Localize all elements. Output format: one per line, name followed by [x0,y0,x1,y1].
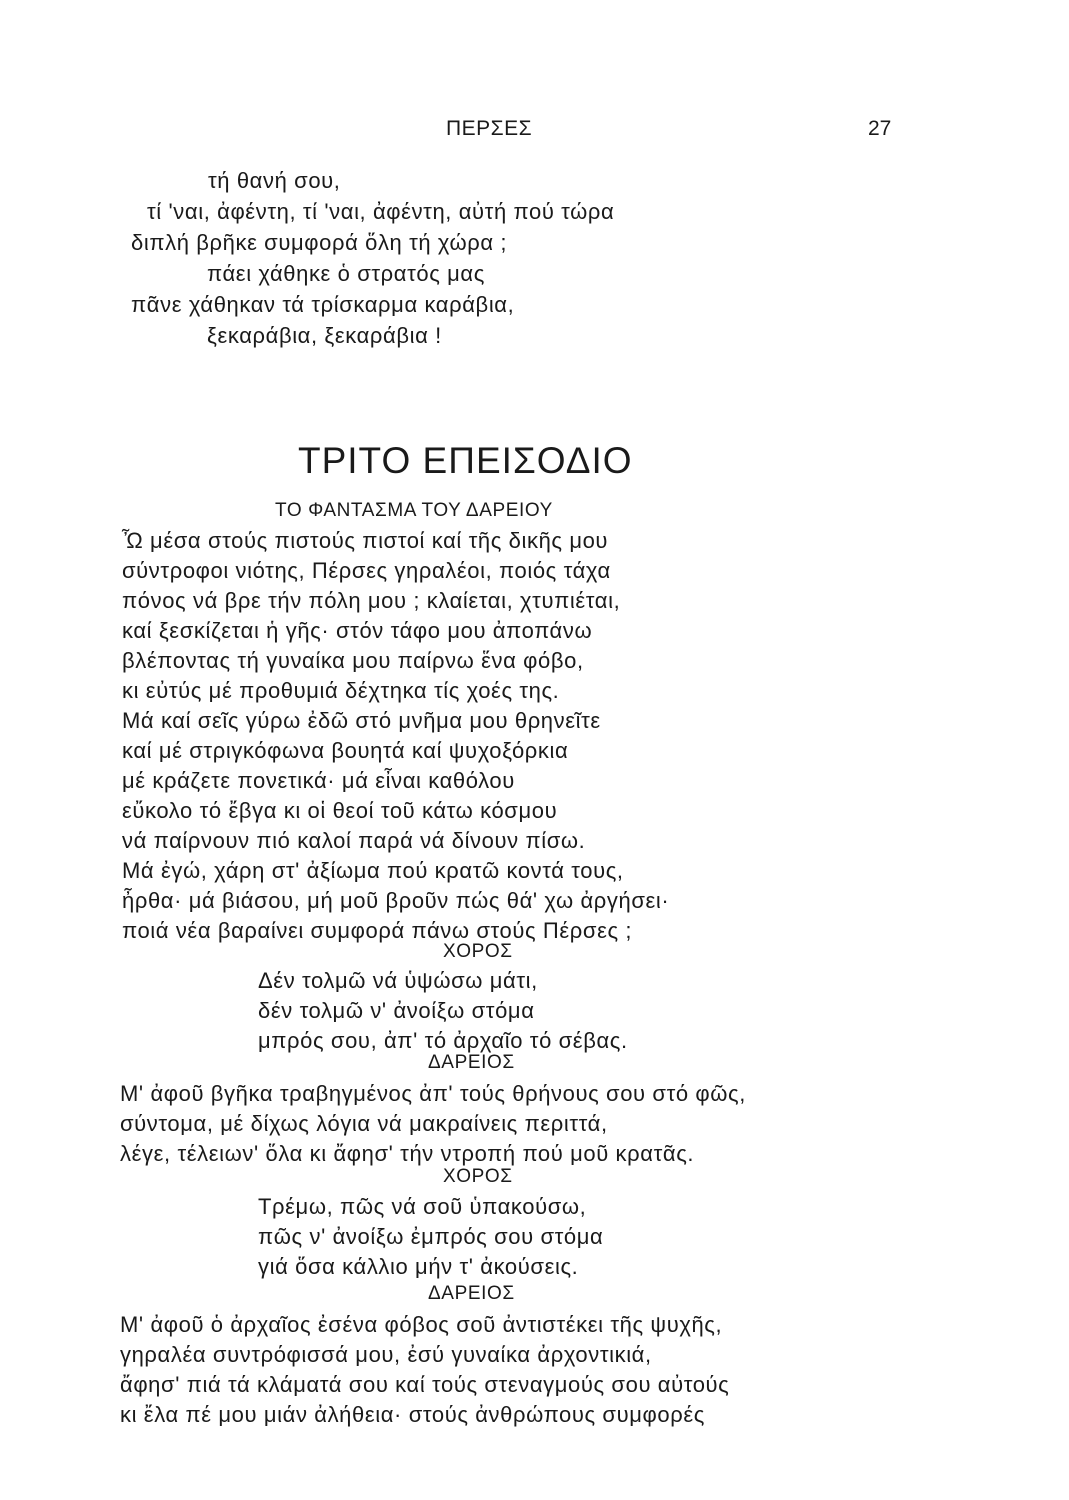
verse-line: σύντομα, μέ δίχως λόγια νά μακραίνεις περιττά, [120,1111,608,1136]
verse-line: κι ἔλα πέ μου μιάν ἀλήθεια· στούς ἀνθρώπους συμφορές [120,1402,705,1427]
verse-line: ποιά νέα βαραίνει συμφορά πάνω στούς Πέρσες ; [122,918,633,943]
verse-line: μπρός σου, ἀπ' τό ἀρχαῖο τό σέβας. [258,1028,628,1053]
opening-line: τή θανή σου, [208,168,341,193]
verse-line: δέν τολμῶ ν' ἀνοίξω στόμα [258,998,535,1023]
speaker-label: ΧΟΡΟΣ [443,1166,513,1187]
verse-line: ἦρθα· μά βιάσου, μή μοῦ βροῦν πώς θά' χω ἀργήσει· [122,888,670,913]
opening-line: ξεκαράβια, ξεκαράβια ! [207,323,442,348]
verse-line: Δέν τολμῶ νά ὑψώσω μάτι, [258,968,538,993]
page-number: 27 [868,117,892,140]
verse-line: νά παίρνουν πιό καλοί παρά νά δίνουν πίσω. [122,828,586,853]
verse-line: μέ κράζετε πονετικά· μά εἶναι καθόλου [122,768,515,793]
verse-line: Ὦ μέσα στούς πιστούς πιστοί καί τῆς δικῆς μου [122,528,609,553]
page-header-title: ΠΕΡΣΕΣ [446,117,533,140]
speaker-label: ΧΟΡΟΣ [443,941,513,962]
verse-line: γηραλέα συντρόφισσά μου, ἐσύ γυναίκα ἀρχοντικιά, [120,1342,652,1367]
verse-line: Τρέμω, πῶς νά σοῦ ὑπακούσω, [258,1194,587,1219]
verse-line: Μά καί σεῖς γύρω ἐδῶ στό μνῆμα μου θρηνεῖτε [122,708,601,733]
verse-line: πόνος νά βρε τήν πόλη μου ; κλαίεται, χτυπιέται, [122,588,621,613]
verse-line: γιά ὅσα κάλλιο μήν τ' ἀκούσεις. [258,1254,579,1279]
verse-line: βλέποντας τή γυναίκα μου παίρνω ἕνα φόβο, [122,648,584,673]
opening-line: πάει χάθηκε ὁ στρατός μας [207,261,485,286]
speaker-label: ΔΑΡΕΙΟΣ [428,1283,515,1304]
verse-line: εὔκολο τό ἔβγα κι οἱ θεοί τοῦ κάτω κόσμου [122,798,558,823]
section-title: ΤΡΙΤΟ ΕΠΕΙΣΟΔΙΟ [298,440,633,481]
opening-line: πᾶνε χάθηκαν τά τρίσκαρμα καράβια, [131,292,515,317]
verse-line: Μ' ἀφοῦ ὁ ἀρχαῖος ἐσένα φόβος σοῦ ἀντιστέκει τῆς ψυχῆς, [120,1312,723,1337]
verse-line: κι εὐτύς μέ προθυμιά δέχτηκα τίς χοές της. [122,678,560,703]
opening-line: διπλή βρῆκε συμφορά ὅλη τή χώρα ; [131,230,508,255]
opening-line: τί 'ναι, ἀφέντη, τί 'ναι, ἀφέντη, αὐτή πού τώρα [147,199,615,224]
verse-line: Μ' ἀφοῦ βγῆκα τραβηγμένος ἀπ' τούς θρήνους σου στό φῶς, [120,1081,746,1106]
verse-line: Μά ἐγώ, χάρη στ' ἀξίωμα πού κρατῶ κοντά τους, [122,858,624,883]
verse-line: ἄφησ' πιά τά κλάματά σου καί τούς στεναγμούς σου αὐτούς [120,1372,730,1397]
verse-line: σύντροφοι νιότης, Πέρσες γηραλέοι, ποιός τάχα [122,558,611,583]
verse-line: πῶς ν' ἀνοίξω ἐμπρός σου στόμα [258,1224,604,1249]
section-subtitle: ΤΟ ΦΑΝΤΑΣΜΑ ΤΟΥ ΔΑΡΕΙΟΥ [275,500,553,521]
verse-line: λέγε, τέλειων' ὅλα κι ἄφησ' τήν ντροπή πού μοῦ κρατᾶς. [120,1141,695,1166]
speaker-label: ΔΑΡΕΙΟΣ [428,1052,515,1073]
verse-line: καί ξεσκίζεται ἡ γῆς· στόν τάφο μου ἀποπάνω [122,618,593,643]
verse-line: καί μέ στριγκόφωνα βουητά καί ψυχοξόρκια [122,738,569,763]
